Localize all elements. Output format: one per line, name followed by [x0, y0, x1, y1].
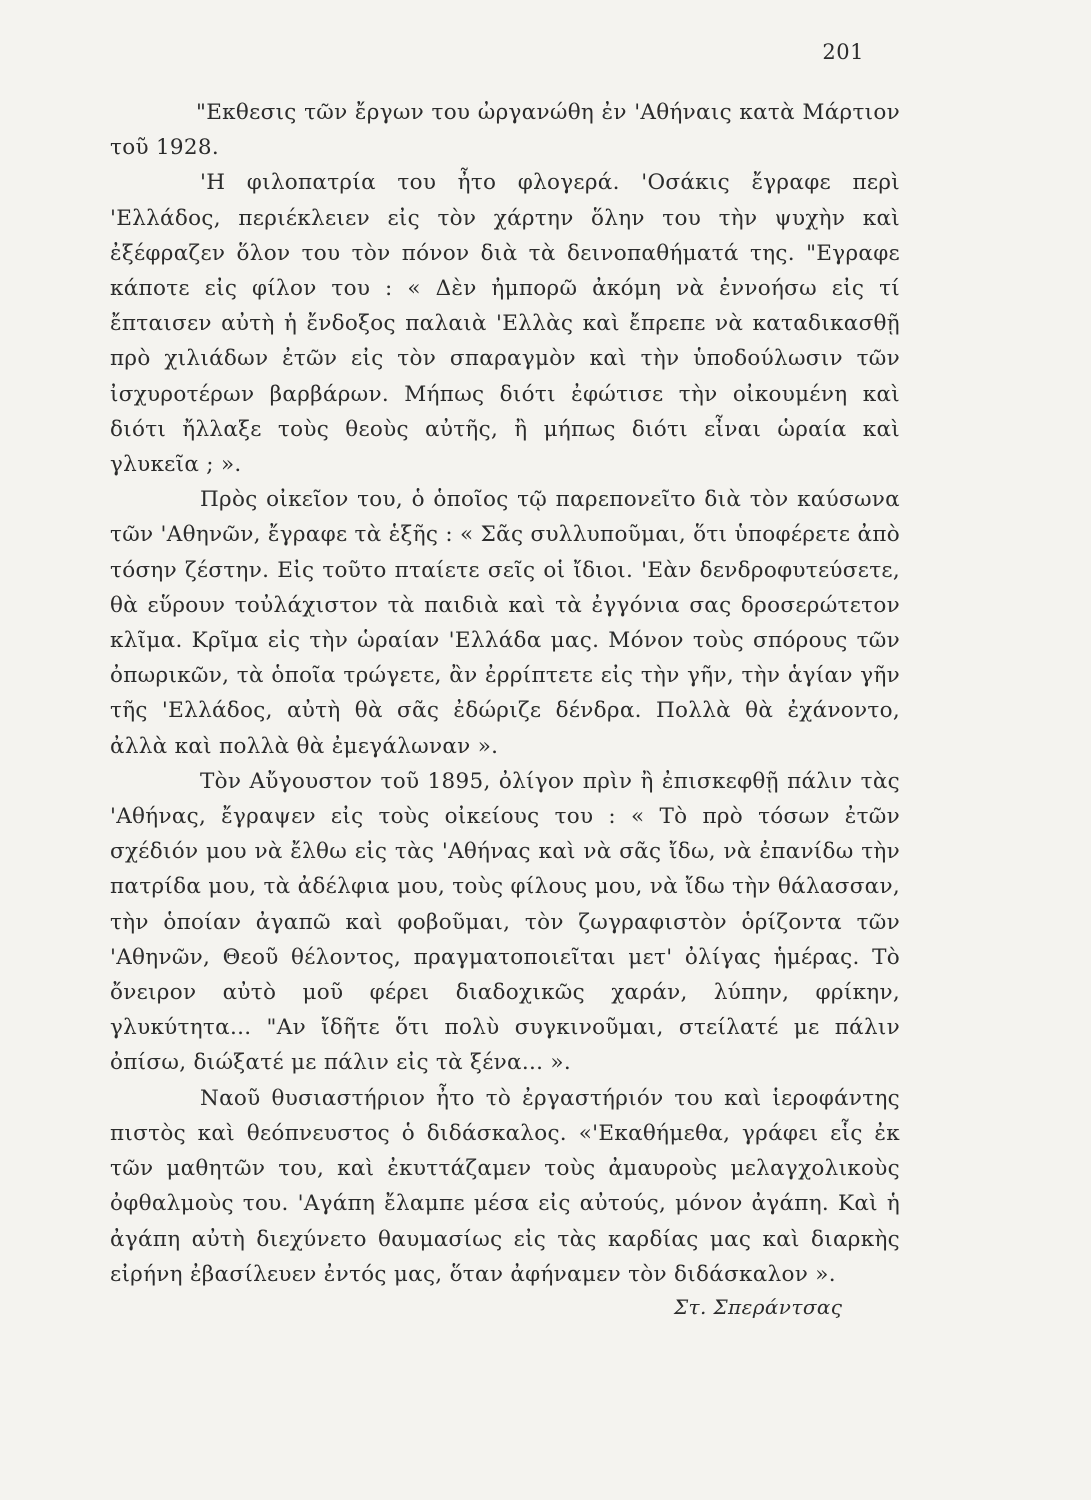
paragraph-1: "Εκθεσις τῶν ἔργων του ὠργανώθη ἐν 'Αθήναις κατὰ Μάρτιον τοῦ 1928. [110, 100, 900, 161]
paragraph-3: Πρὸς οἰκεῖον του, ὁ ὁποῖος τῷ παρεπονεῖτο διὰ τὸν καύσωνα τῶν 'Αθηνῶν, ἔγραφε τὰ ἑξῆς : « Σᾶς συλλυποῦμαι, ὅτι ὑποφέρετε ἀπὸ τόσην ζέστην. Εἰς τοῦτο πταίετε σεῖς οἱ ἴδιοι. 'Εὰν δενδροφυτεύσετε, θὰ εὕρουν τοὐλάχιστον τὰ παιδιὰ καὶ τὰ ἐγγόνια σας δροσερώτετον κλῖμα. Κρῖμα εἰς τὴν ὡραίαν 'Ελλάδα μας. Μόνον τοὺς σπόρους τῶν ὀπωρικῶν, τὰ ὁποῖα τρώγετε, ἂν ἐρρίπτετε εἰς τὴν γῆν, τὴν ἁγίαν γῆν τῆς 'Ελλάδος, αὐτὴ θὰ σᾶς ἐδώριζε δένδρα. Πολλὰ θὰ ἐχάνοντο, ἀλλὰ καὶ πολλὰ θὰ ἐμεγάλωναν ». [110, 487, 900, 759]
paragraph-4: Τὸν Αὔγουστον τοῦ 1895, ὀλίγον πρὶν ἢ ἐπισκεφθῇ πάλιν τὰς 'Αθήνας, ἔγραψεν εἰς τοὺς οἰκείους του : « Τὸ πρὸ τόσων ἐτῶν σχέδιόν μου νὰ ἔλθω εἰς τὰς 'Αθήνας καὶ νὰ σᾶς ἴδω, νὰ ἐπανίδω τὴν πατρίδα μου, τὰ ἀδέλφια μου, τοὺς φίλους μου, νὰ ἴδω τὴν θάλασσαν, τὴν ὁποίαν ἀγαπῶ καὶ φοβοῦμαι, τὸν ζωγραφιστὸν ὁρίζοντα τῶν 'Αθηνῶν, Θεοῦ θέλοντος, πραγματοποιεῖται μετ' ὀλίγας ἡμέρας. Τὸ ὄνειρον αὐτὸ μοῦ φέρει διαδοχικῶς χαράν, λύπην, φρίκην, γλυκύτητα... "Αν ἴδῆτε ὅτι πολὺ συγκινοῦμαι, στείλατέ με πάλιν ὀπίσω, διώξατέ με πάλιν εἰς τὰ ξένα... ». [110, 768, 900, 1076]
page-number: 201 [822, 40, 864, 64]
paragraph-5: Ναοῦ θυσιαστήριον ἦτο τὸ ἐργαστήριόν του καὶ ἱεροφάντης πιστὸς καὶ θεόπνευστος ὁ διδάσκαλος. «'Εκαθήμεθα, γράφει εἷς ἐκ τῶν μαθητῶν του, καὶ ἐκυττάζαμεν τοὺς ἀμαυροὺς μελαγχολικοὺς ὀφθαλμοὺς του. 'Αγάπη ἔλαμπε μέσα εἰς αὐτούς, μόνον ἀγάπη. Καὶ ἡ ἀγάπη αὐτὴ διεχύνετο θαυμασίως εἰς τὰς καρδίας μας καὶ διαρκὴς εἰρήνη ἐβασίλευεν ἐντός μας, ὅταν ἀφήναμεν τὸν διδάσκαλον ». [110, 1085, 900, 1287]
paragraph-2: 'Η φιλοπατρία του ἦτο φλογερά. 'Οσάκις ἔγραφε περὶ 'Ελλάδος, περιέκλειεν εἰς τὸν χάρτην ὅλην του τὴν ψυχὴν καὶ ἐξέφραζεν ὅλον του τὸν πόνον διὰ τὰ δεινοπαθήματά της. "Εγραφε κάποτε εἰς φίλον του : « Δὲν ἠμπορῶ ἀκόμη νὰ ἐννοήσω εἰς τί ἔπταισεν αὐτὴ ἡ ἔνδοξος παλαιὰ 'Ελλὰς καὶ ἔπρεπε νὰ καταδικασθῇ πρὸ χιλιάδων ἐτῶν εἰς τὸν σπαραγμὸν καὶ τὴν ὑποδούλωσιν τῶν ἰσχυροτέρων βαρβάρων. Μήπως διότι ἐφώτισε τὴν οἰκουμένη καὶ διότι ἤλλαξε τοὺς θεοὺς αὐτῆς, ἢ μήπως διότι εἶναι ὡραία καὶ γλυκεῖα ; ». [110, 170, 900, 478]
body-text [110, 95, 900, 1292]
author-signature: Στ. Σπεράντσας [674, 1295, 843, 1319]
